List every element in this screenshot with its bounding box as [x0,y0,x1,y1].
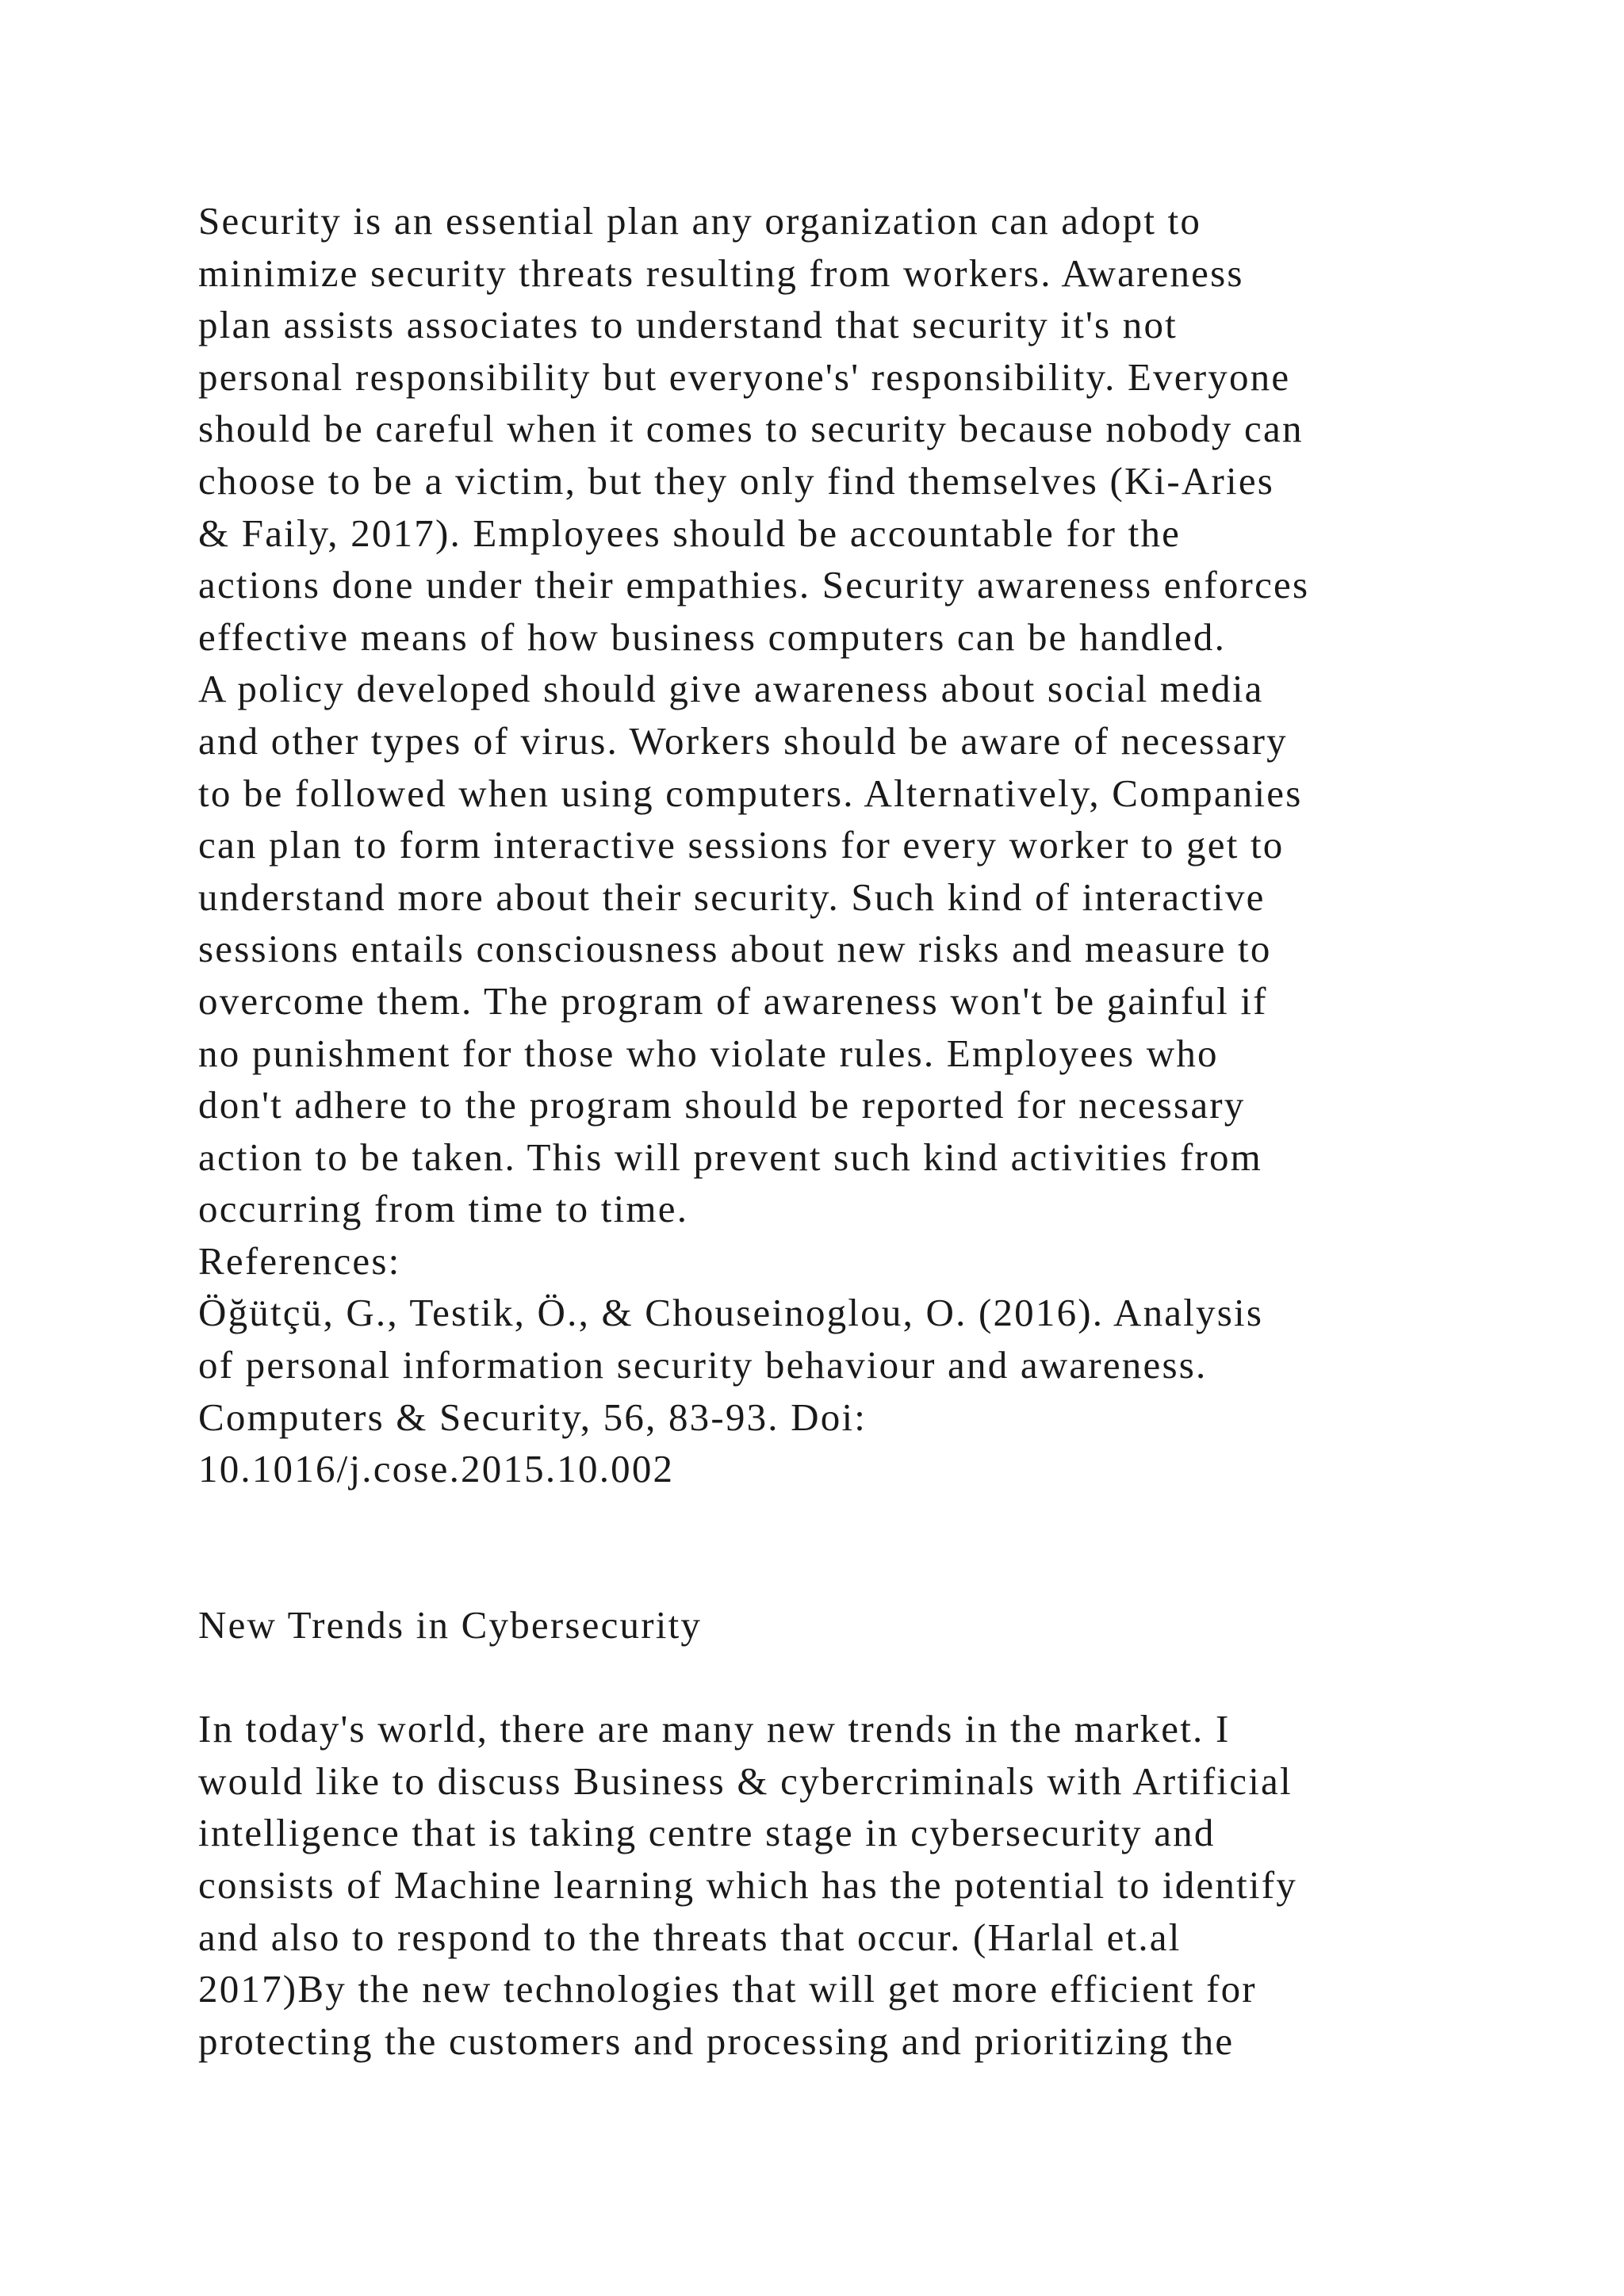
text-line: to be followed when using computers. Alternatively, Companies [198,771,1303,815]
text-line: Öğütçü, G., Testik, Ö., & Chouseinoglou, O. (2016). Analysis [198,1291,1264,1335]
text-line: protecting the customers and processing and prioritizing the [198,2019,1235,2063]
reference-entry [198,1287,1530,1494]
text-line: actions done under their empathies. Security awareness enforces [198,563,1310,607]
text-line: action to be taken. This will prevent such kind activities from [198,1135,1262,1179]
text-line: intelligence that is taking centre stage in cybersecurity and [198,1811,1216,1855]
text-line: should be careful when it comes to security because nobody can [198,407,1304,451]
text-line: don't adhere to the program should be reported for necessary [198,1083,1246,1127]
references-heading: References: [198,1238,401,1283]
spacer [198,1651,1530,1704]
text-line: occurring from time to time. [198,1187,689,1231]
text-line: 2017)By the new technologies that will get more efficient for [198,1967,1257,2011]
text-line: Security is an essential plan any organization can adopt to [198,199,1202,243]
text-line: A policy developed should give awareness about social media [198,667,1264,711]
text-line: plan assists associates to understand that security it's not [198,303,1178,347]
paragraph-security-plan [198,195,1530,663]
document-body [198,195,1530,2067]
text-line: choose to be a victim, but they only find themselves (Ki-Aries [198,458,1275,503]
text-line: Computers & Security, 56, 83-93. Doi: [198,1395,868,1439]
text-line: no punishment for those who violate rules. Employees who [198,1031,1219,1075]
paragraph-policy [198,663,1530,1235]
text-line: sessions entails consciousness about new risks and measure to [198,927,1272,971]
spacer [198,1547,1530,1599]
section-title: New Trends in Cybersecurity [198,1603,703,1647]
text-line: can plan to form interactive sessions for every worker to get to [198,823,1285,867]
text-line: of personal information security behaviour and awareness. [198,1343,1208,1387]
text-line: and also to respond to the threats that occur. (Harlal et.al [198,1915,1182,1959]
paragraph-new-trends [198,1703,1530,2067]
text-line: 10.1016/j.cose.2015.10.002 [198,1447,675,1491]
text-line: understand more about their security. Such kind of interactive [198,874,1266,919]
text-line: minimize security threats resulting from workers. Awareness [198,251,1244,295]
text-line: would like to discuss Business & cybercriminals with Artificial [198,1758,1293,1803]
text-line: and other types of virus. Workers should be aware of necessary [198,718,1288,763]
text-line: consists of Machine learning which has the potential to identify [198,1863,1297,1907]
text-line: effective means of how business computers can be handled. [198,614,1227,659]
spacer [198,1495,1530,1548]
text-line: & Faily, 2017). Employees should be accountable for the [198,511,1182,555]
text-line: overcome them. The program of awareness won't be gainful if [198,978,1268,1023]
text-line: personal responsibility but everyone's' responsibility. Everyone [198,354,1291,399]
text-line: In today's world, there are many new trends in the market. I [198,1707,1231,1751]
